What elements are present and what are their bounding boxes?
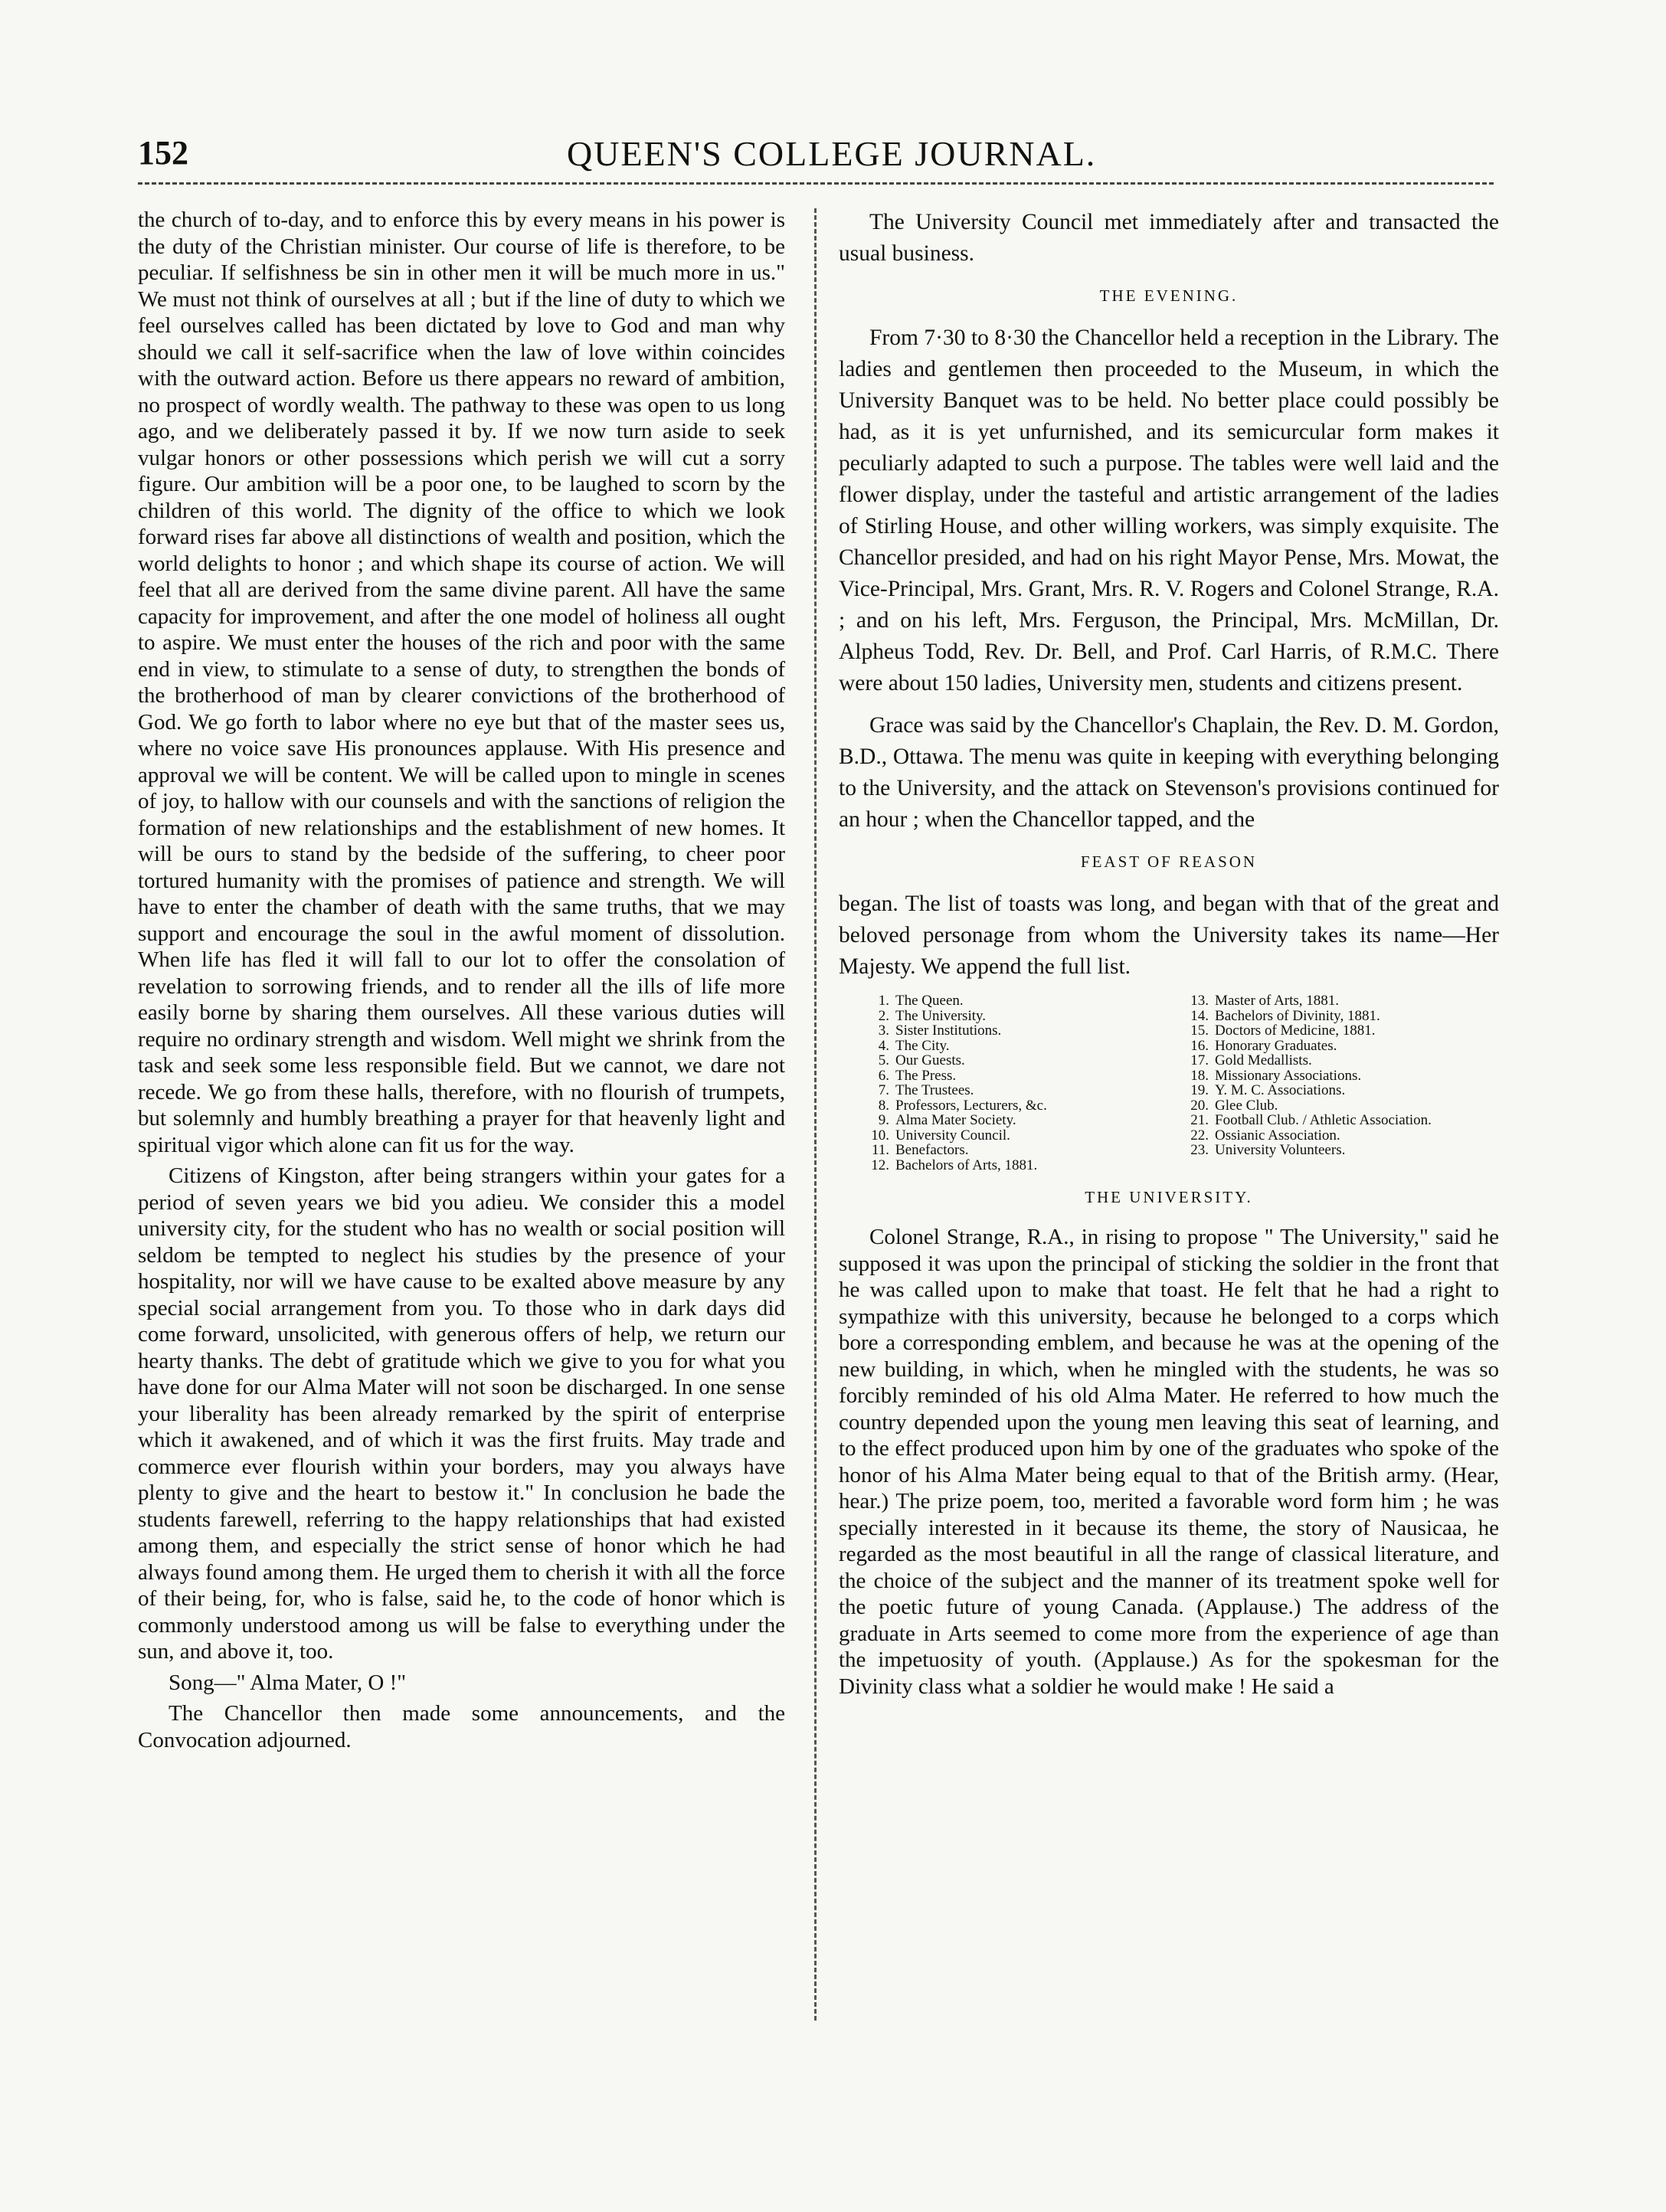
right-column xyxy=(839,207,1499,1710)
toast-number: 13. xyxy=(1190,993,1209,1009)
toast-text: Sister Institutions. xyxy=(895,1023,1002,1039)
toast-item xyxy=(1181,1113,1476,1128)
toast-item xyxy=(862,1023,1157,1039)
paragraph-convocation-adjourned: The Chancellor then made some announcements, and the Convocation adjourned. xyxy=(138,1701,785,1752)
toast-number: 6. xyxy=(878,1067,889,1084)
toast-text: Missionary Associations. xyxy=(1215,1067,1362,1084)
toast-item xyxy=(1181,1009,1476,1024)
toast-text: Bachelors of Arts, 1881. xyxy=(895,1157,1038,1173)
toast-text: Bachelors of Divinity, 1881. xyxy=(1215,1007,1380,1024)
paragraph-reception: From 7·30 to 8·30 the Chancellor held a reception in the Library. The ladies and gentlemen then proceeded to the Museum, in which the University Banquet was to be held. No better place could possibly be had, as it is yet unfurnished, and its semicurcular form makes it peculiarly adapted to such a purpose. The tables were well laid and the flower display, under the tasteful and artistic arrangement of the ladies of Stirling House, and other willing workers, was simply exquisite. The Chancellor presided, and had on his right Mayor Pense, Mrs. Mowat, the Vice-Principal, Mrs. Grant, Mrs. R. V. Rogers and Colonel Strange, R.A. ; and on his left, Mrs. Ferguson, the Principal, Mrs. McMillan, Dr. Alpheus Todd, Rev. Dr. Bell, and Prof. Carl Harris, of R.M.C. There were about 150 ladies, University men, students and citizens present. xyxy=(839,326,1499,695)
toast-item xyxy=(862,1158,1157,1173)
toast-item xyxy=(1181,1083,1476,1098)
toast-text: Professors, Lecturers, &c. xyxy=(895,1097,1047,1114)
journal-title: QUEEN'S COLLEGE JOURNAL. xyxy=(567,134,1097,173)
toast-item xyxy=(1181,1098,1476,1114)
heading-feast-of-reason: FEAST OF REASON xyxy=(1080,852,1258,871)
paragraph-minister-duty: the church of to-day, and to enforce this by every means in his power is the duty of the Christian minister. Our course of life is therefore, to be peculiar. If selfishness be sin in other men it will be much more in us." We must not think of ourselves at all ; but if the line of duty to which we feel ourselves called has been dictated by love to God and man why should we call it self-sacrifice when the law of love within coincides with the outward action. Before us there appears no reward of ambition, no prospect of wordly wealth. The pathway to these was open to us long ago, and we deliberately passed it by. If we now turn aside to seek vulgar honors or other possessions which perish we will cut a sorry figure. Our ambition will be a poor one, to be laughed to scorn by the children of this world. The dignity of the office to which we look forward rises far above all distinctions of wealth and position, which the world delights to honor ; and which shape its course of action. We will feel that all are derived from the same divine parent. All have the same capacity for improvement, and after the one model of holiness all ought to aspire. We must enter the houses of the rich and poor with the same end in view, to stimulate to a sense of duty, to strengthen the bonds of the brotherhood of man by clearer convictions of the brotherhood of God. We go forth to labor where no eye but that of the master sees us, where no voice save His pronounces applause. With His presence and approval we will be content. We will be called upon to mingle in scenes of joy, to hallow with our counsels and with the sanctions of religion the formation of new relationships and the establishment of new homes. It will be ours to stand by the bedside of the suffering, to cheer poor tortured humanity with the promises of patience and strength. We will have to enter the chamber of death with the same truths, that we may support and encourage the soul in the awful moment of dissolution. When life has fled it will fall to our lot to offer the consolation of revelation to sorrowing friends, and to render all the ills of life more easily borne by sharing them ourselves. All these various duties will require no ordinary strength and wisdom. Well might we shrink from the task and seek some less responsible field. But we cannot, we dare not recede. We go from these halls, therefore, with no flourish of trumpets, but solemnly and humbly breathing a prayer for that heavenly light and spiritual vigor which alone can fit us for the way. xyxy=(138,208,785,1157)
toast-item xyxy=(1181,1068,1476,1084)
toast-item xyxy=(862,1083,1157,1098)
toast-item xyxy=(1181,1039,1476,1054)
toast-text: Doctors of Medicine, 1881. xyxy=(1215,1023,1376,1039)
column-divider xyxy=(814,208,817,2021)
toast-number: 20. xyxy=(1190,1097,1209,1114)
toast-item xyxy=(862,1068,1157,1084)
toast-number: 11. xyxy=(871,1142,889,1158)
toast-item xyxy=(862,1039,1157,1054)
toast-item xyxy=(862,993,1157,1009)
paragraph-colonel-strange: Colonel Strange, R.A., in rising to propose " The University," said he supposed it was upon the principal of sticking the soldier in the front that he was called upon to make that toast. He felt that he had a right to sympathize with this university, because he belonged to a corps which bore a corresponding emblem, and because he was at the opening of the new building, in which, when he mingled with the students, he was so forcibly reminded of his old Alma Mater. He referred to how much the country depended upon the young men leaving this seat of learning, and to the effect produced upon him by one of the graduates who spoke of the honor of his Alma Mater being equal to that of the British army. (Hear, hear.) The prize poem, too, merited a favorable word form him ; he was specially interested in it because its theme, the story of Nausicaa, he regarded as the most beautiful in all the range of classical literature, and the choice of the subject and the manner of its treatment spoke well for the poetic future of young Canada. (Applause.) The address of the graduate in Arts seemed to come more from the experience of age than the impetuosity of youth. (Applause.) As for the spokesman for the Divinity class what a soldier he would make ! He said a xyxy=(839,1225,1499,1699)
toast-text: Y. M. C. Associations. xyxy=(1215,1082,1346,1098)
header-rule xyxy=(138,182,1494,185)
toast-number: 8. xyxy=(878,1097,889,1114)
toast-text: Alma Mater Society. xyxy=(895,1112,1016,1128)
toast-number: 19. xyxy=(1190,1082,1209,1098)
toast-text: Glee Club. xyxy=(1215,1097,1278,1114)
toast-item xyxy=(1181,1023,1476,1039)
toast-text: University Volunteers. xyxy=(1215,1142,1346,1158)
toast-number: 21. xyxy=(1190,1112,1209,1128)
toast-text: Gold Medallists. xyxy=(1215,1052,1312,1068)
toast-number: 16. xyxy=(1190,1037,1209,1054)
toast-text: Benefactors. xyxy=(895,1142,969,1158)
toast-item xyxy=(862,1113,1157,1128)
left-column xyxy=(138,207,785,1758)
toast-list-right xyxy=(1181,993,1476,1173)
toast-number: 5. xyxy=(878,1052,889,1068)
heading-the-evening: THE EVENING. xyxy=(1099,286,1239,305)
toast-number: 2. xyxy=(878,1007,889,1024)
toast-number: 7. xyxy=(878,1082,889,1098)
toast-list xyxy=(862,993,1476,1173)
toast-item xyxy=(862,1009,1157,1024)
toast-text: The Trustees. xyxy=(895,1082,974,1098)
toast-text: Football Club. / Athletic Association. xyxy=(1215,1112,1432,1128)
toast-item xyxy=(862,1098,1157,1114)
toast-text: Master of Arts, 1881. xyxy=(1215,993,1340,1009)
toast-item xyxy=(1181,1128,1476,1144)
paragraph-song: Song—" Alma Mater, O !" xyxy=(169,1670,407,1695)
toast-number: 9. xyxy=(878,1112,889,1128)
toast-text: The University. xyxy=(895,1007,987,1024)
paragraph-citizens-of-kingston: Citizens of Kingston, after being strangers within your gates for a period of seven years we bid you adieu. We consider this a model university city, for the student who has no wealth or social position will seldom be tempted to neglect his studies by the presence of your hospitality, nor will we have cause to be exalted above measure by any special social arrangement from you. To those who in dark days did come forward, unsolicited, with generous offers of help, we return our hearty thanks. The debt of gratitude which we give to you for what you have done for our Alma Mater will not soon be discharged. In one sense your liberality has been already remarked by the spirit of enterprise which it awakened, and of which it was the first fruits. May trade and commerce ever flourish within your borders, may you always have plenty to give and the heart to bestow it." In conclusion he bade the students farewell, referring to the happy relationships that had existed among them, and especially the strict sense of honor which he had always found among them. He urged them to cherish it with all the force of their being, for, who is false, said he, to the code of honor which is commonly understood among us will be false to everything under the sun, and above it, too. xyxy=(138,1163,785,1664)
toast-text: University Council. xyxy=(895,1127,1010,1144)
toast-item xyxy=(1181,1053,1476,1068)
page-header xyxy=(138,124,1494,178)
toast-text: Honorary Graduates. xyxy=(1215,1037,1337,1054)
toast-number: 10. xyxy=(871,1127,889,1144)
paragraph-university-council: The University Council met immediately after and transacted the usual business. xyxy=(839,210,1499,266)
toast-number: 15. xyxy=(1190,1023,1209,1039)
toast-item xyxy=(862,1128,1157,1144)
toast-item xyxy=(862,1053,1157,1068)
toast-text: The City. xyxy=(895,1037,950,1054)
toast-number: 1. xyxy=(878,993,889,1009)
toast-number: 4. xyxy=(878,1037,889,1054)
toast-number: 23. xyxy=(1190,1142,1209,1158)
toast-item xyxy=(862,1143,1157,1158)
toast-number: 12. xyxy=(871,1157,889,1173)
toast-number: 22. xyxy=(1190,1127,1209,1144)
toast-number: 17. xyxy=(1190,1052,1209,1068)
toast-text: Our Guests. xyxy=(895,1052,965,1068)
toast-number: 18. xyxy=(1190,1067,1209,1084)
toast-list-left xyxy=(862,993,1157,1173)
toast-number: 14. xyxy=(1190,1007,1209,1024)
toast-item xyxy=(1181,993,1476,1009)
toast-text: The Press. xyxy=(895,1067,957,1084)
toast-text: Ossianic Association. xyxy=(1215,1127,1340,1144)
paragraph-grace: Grace was said by the Chancellor's Chaplain, the Rev. D. M. Gordon, B.D., Ottawa. The menu was quite in keeping with everything belonging to the University, and the attack on Stevenson's provisions continued for an hour ; when the Chancellor tapped, and the xyxy=(839,713,1499,832)
heading-the-university: THE UNIVERSITY. xyxy=(1085,1188,1253,1206)
toast-item xyxy=(1181,1143,1476,1158)
page-number: 152 xyxy=(138,134,188,172)
paragraph-toasts-intro: began. The list of toasts was long, and began with that of the great and beloved personage from whom the University takes its name—Her Majesty. We append the full list. xyxy=(839,892,1499,979)
toast-number: 3. xyxy=(878,1023,889,1039)
toast-text: The Queen. xyxy=(895,993,964,1009)
